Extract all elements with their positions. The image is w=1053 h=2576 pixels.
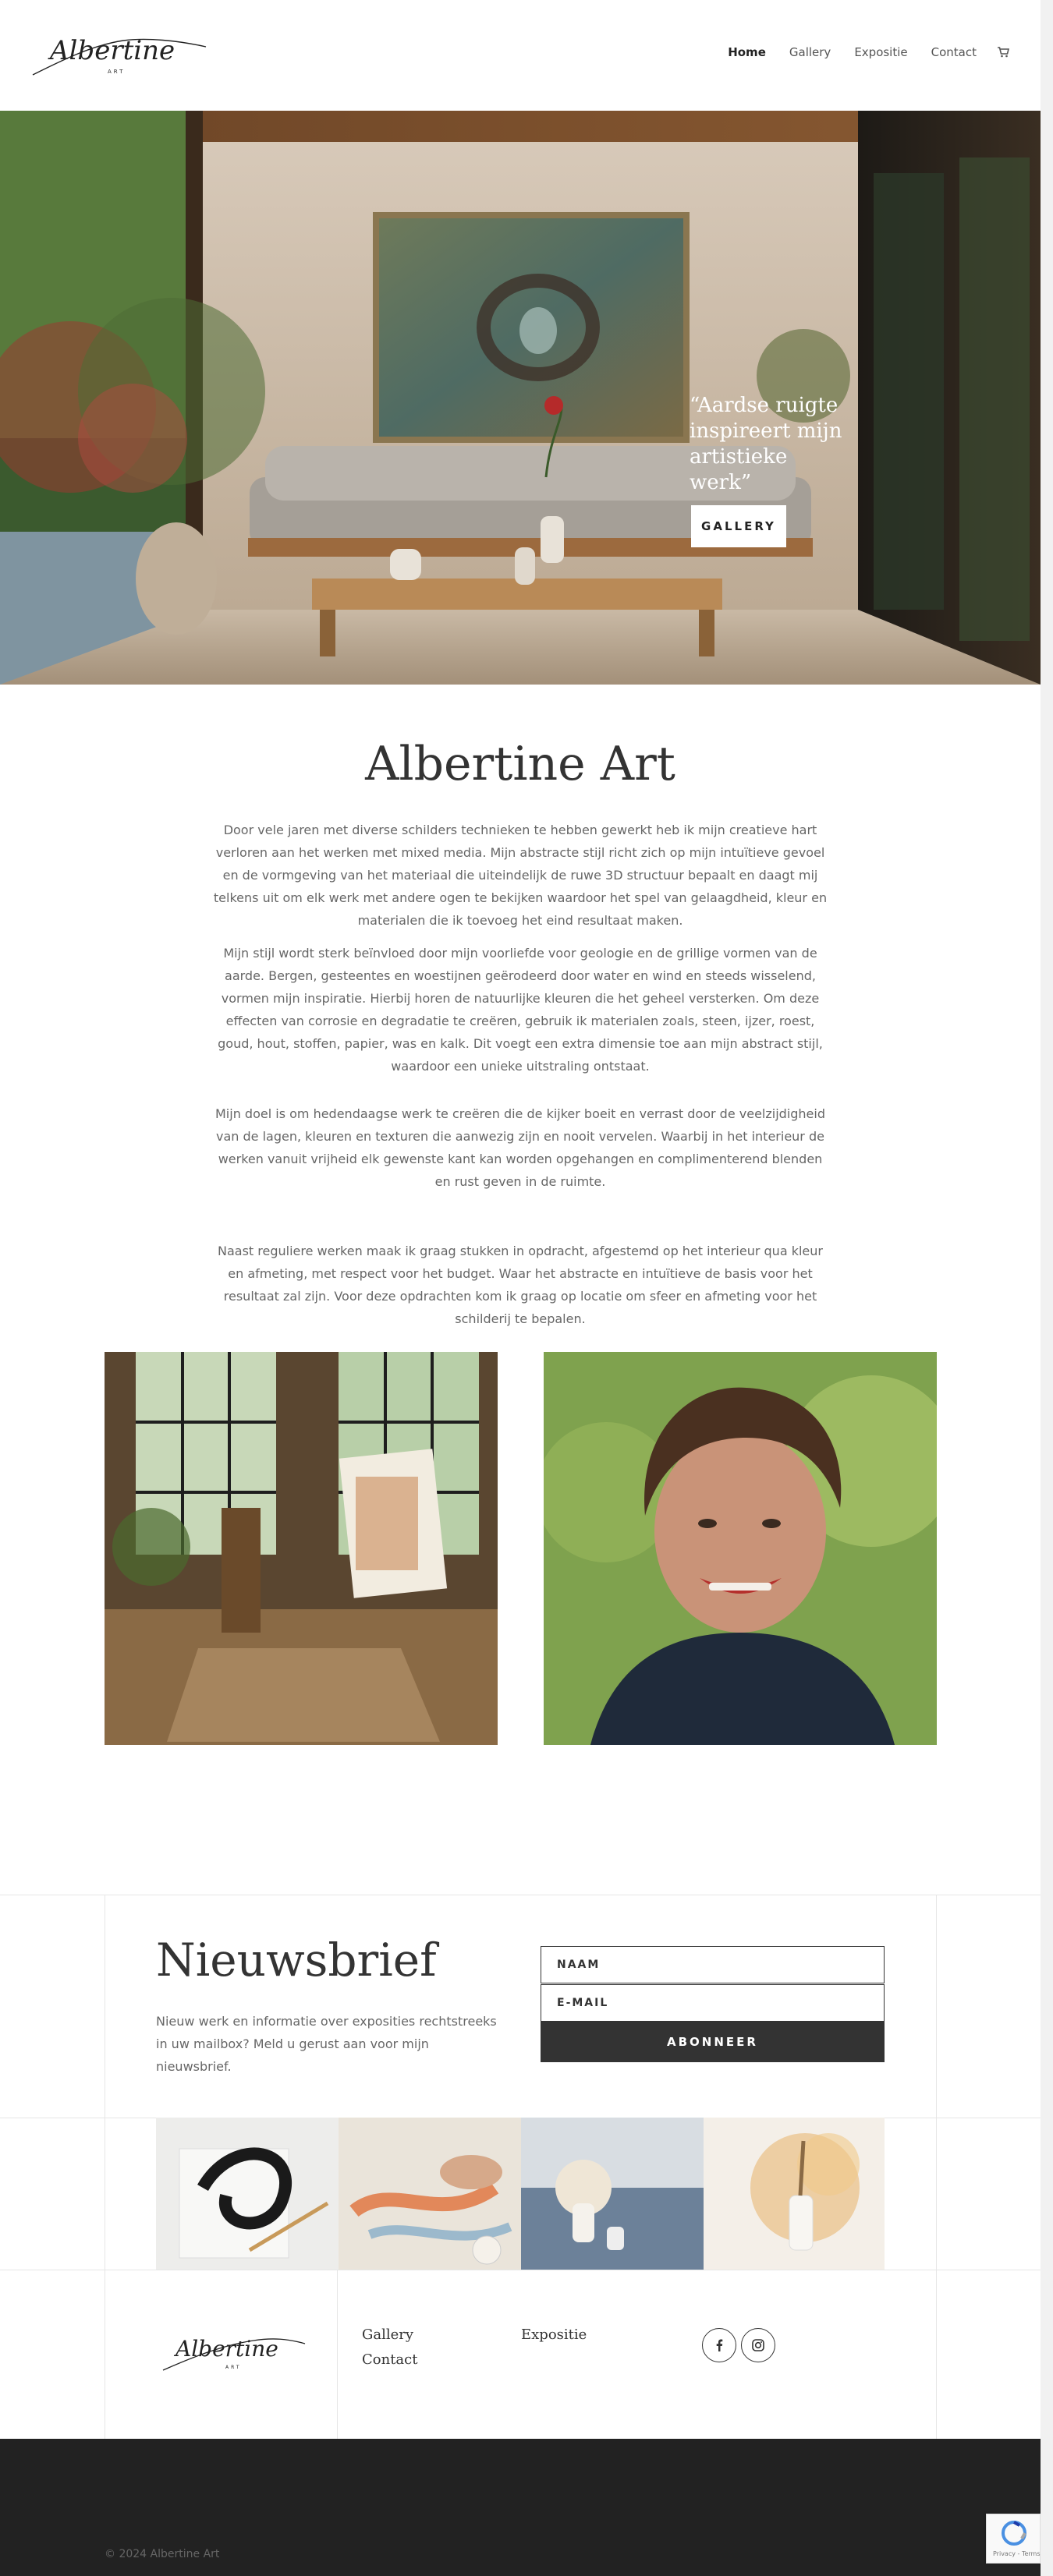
intro-paragraph-1: Door vele jaren met diverse schilders technieken te hebben gewerkt heb ik mijn creatieve hart verloren aan het werken met mixed media. Mijn abstracte stijl richt zich op mijn intuïtieve gevoel en de vormgeving van het materiaal die uiteindelijk de ruwe 3D structuur bepaalt en daagt mij telkens uit om elk werk met andere ogen te bekijken waardoor het spel van gelaagdheid, kleur en materialen die ik toevoeg het eind resultaat maken. xyxy=(213,823,828,928)
logo-text: Albertine xyxy=(50,35,176,66)
scrollbar[interactable] xyxy=(1041,0,1053,2576)
gallery-thumb[interactable] xyxy=(704,2118,885,2270)
hero-quote: “Aardse ruigte inspireert mijn artistieke werk” xyxy=(690,394,842,494)
nav-gallery[interactable]: Gallery xyxy=(789,45,831,59)
recaptcha-links[interactable]: Privacy - Terms xyxy=(993,2550,1041,2557)
newsletter-text: Nieuw werk en informatie over exposities rechtstreeks in uw mailbox? Meld u gerust aan voor mijn nieuwsbrief. xyxy=(156,2014,497,2074)
recaptcha-icon xyxy=(987,2514,1041,2550)
hero-section xyxy=(0,111,1041,685)
intro-paragraph-4: Naast reguliere werken maak ik graag stukken in opdracht, afgestemd op het interieur qua kleur en afmeting, met respect voor het budget. Waar het abstracte en intuïtieve de basis voor het resultaat zal zijn. Voor deze opdrachten kom ik graag op locatie om sfeer en afmeting voor het schilderij te bepalen. xyxy=(218,1244,823,1326)
hero-image xyxy=(0,111,1041,685)
newsletter-title: Nieuwsbrief xyxy=(156,1934,437,1987)
divider xyxy=(337,2270,338,2439)
site-header xyxy=(0,0,1041,111)
divider xyxy=(936,1895,937,2439)
footer-logo[interactable] xyxy=(160,2330,308,2373)
intro-paragraph-3: Mijn doel is om hedendaagse werk te creëren die de kijker boeit en verrast door de veelzijdigheid van de lagen, kleuren en texturen die aanwezig zijn en nooit vervelen. Waarbij in het interieur de werken vanuit vrijheid elk gewenste kant kan worden opgehangen en complimenterend blenden en rust geven in de ruimte. xyxy=(215,1106,825,1189)
subscribe-button[interactable]: ABONNEER xyxy=(541,2021,885,2062)
site-logo[interactable] xyxy=(30,30,209,80)
footer-logo-text: Albertine xyxy=(176,2336,278,2362)
email-input[interactable]: E-MAIL xyxy=(541,1984,885,2022)
footer-logo-sub: ART xyxy=(225,2365,242,2370)
copyright: © 2024 Albertine Art xyxy=(105,2548,220,2560)
nav-home[interactable]: Home xyxy=(728,45,766,59)
footer-link-contact[interactable]: Contact xyxy=(362,2351,418,2368)
main-nav xyxy=(704,45,1009,59)
gallery-button[interactable]: GALLERY xyxy=(691,505,786,547)
gallery-thumb[interactable] xyxy=(521,2118,704,2270)
logo-sub: ART xyxy=(108,69,126,75)
intro-paragraph-2: Mijn stijl wordt sterk beïnvloed door mijn voorliefde voor geologie en de grillige vormen van de aarde. Bergen, gesteentes en woestijnen geërodeerd door water en wind en steeds wisselend, vormen mijn inspiratie. Hierbij horen de natuurlijke kleuren die het geheel versterken. Om deze effecten van corrosie en degradatie te creëren, gebruik ik materialen zoals, steen, ijzer, roest, goud, hout, stoffen, papier, was en kalk. Dit voegt een extra dimensie toe aan mijn abstract stijl, waardoor een unieke uitstraling ontstaat. xyxy=(218,946,823,1074)
nav-contact[interactable]: Contact xyxy=(931,45,977,59)
nav-expositie[interactable]: Expositie xyxy=(854,45,908,59)
facebook-icon[interactable] xyxy=(702,2328,736,2362)
studio-photo xyxy=(105,1352,498,1745)
artist-portrait xyxy=(544,1352,937,1745)
footer-link-expositie[interactable]: Expositie xyxy=(521,2327,587,2343)
gallery-thumb[interactable] xyxy=(156,2118,339,2270)
recaptcha-badge[interactable] xyxy=(986,2514,1041,2564)
page-title: Albertine Art xyxy=(365,737,675,791)
cart-icon[interactable] xyxy=(997,46,1009,58)
name-input[interactable]: NAAM xyxy=(541,1946,885,1983)
instagram-icon[interactable] xyxy=(741,2328,775,2362)
gallery-thumb[interactable] xyxy=(339,2118,521,2270)
footer-link-gallery[interactable]: Gallery xyxy=(362,2327,414,2343)
